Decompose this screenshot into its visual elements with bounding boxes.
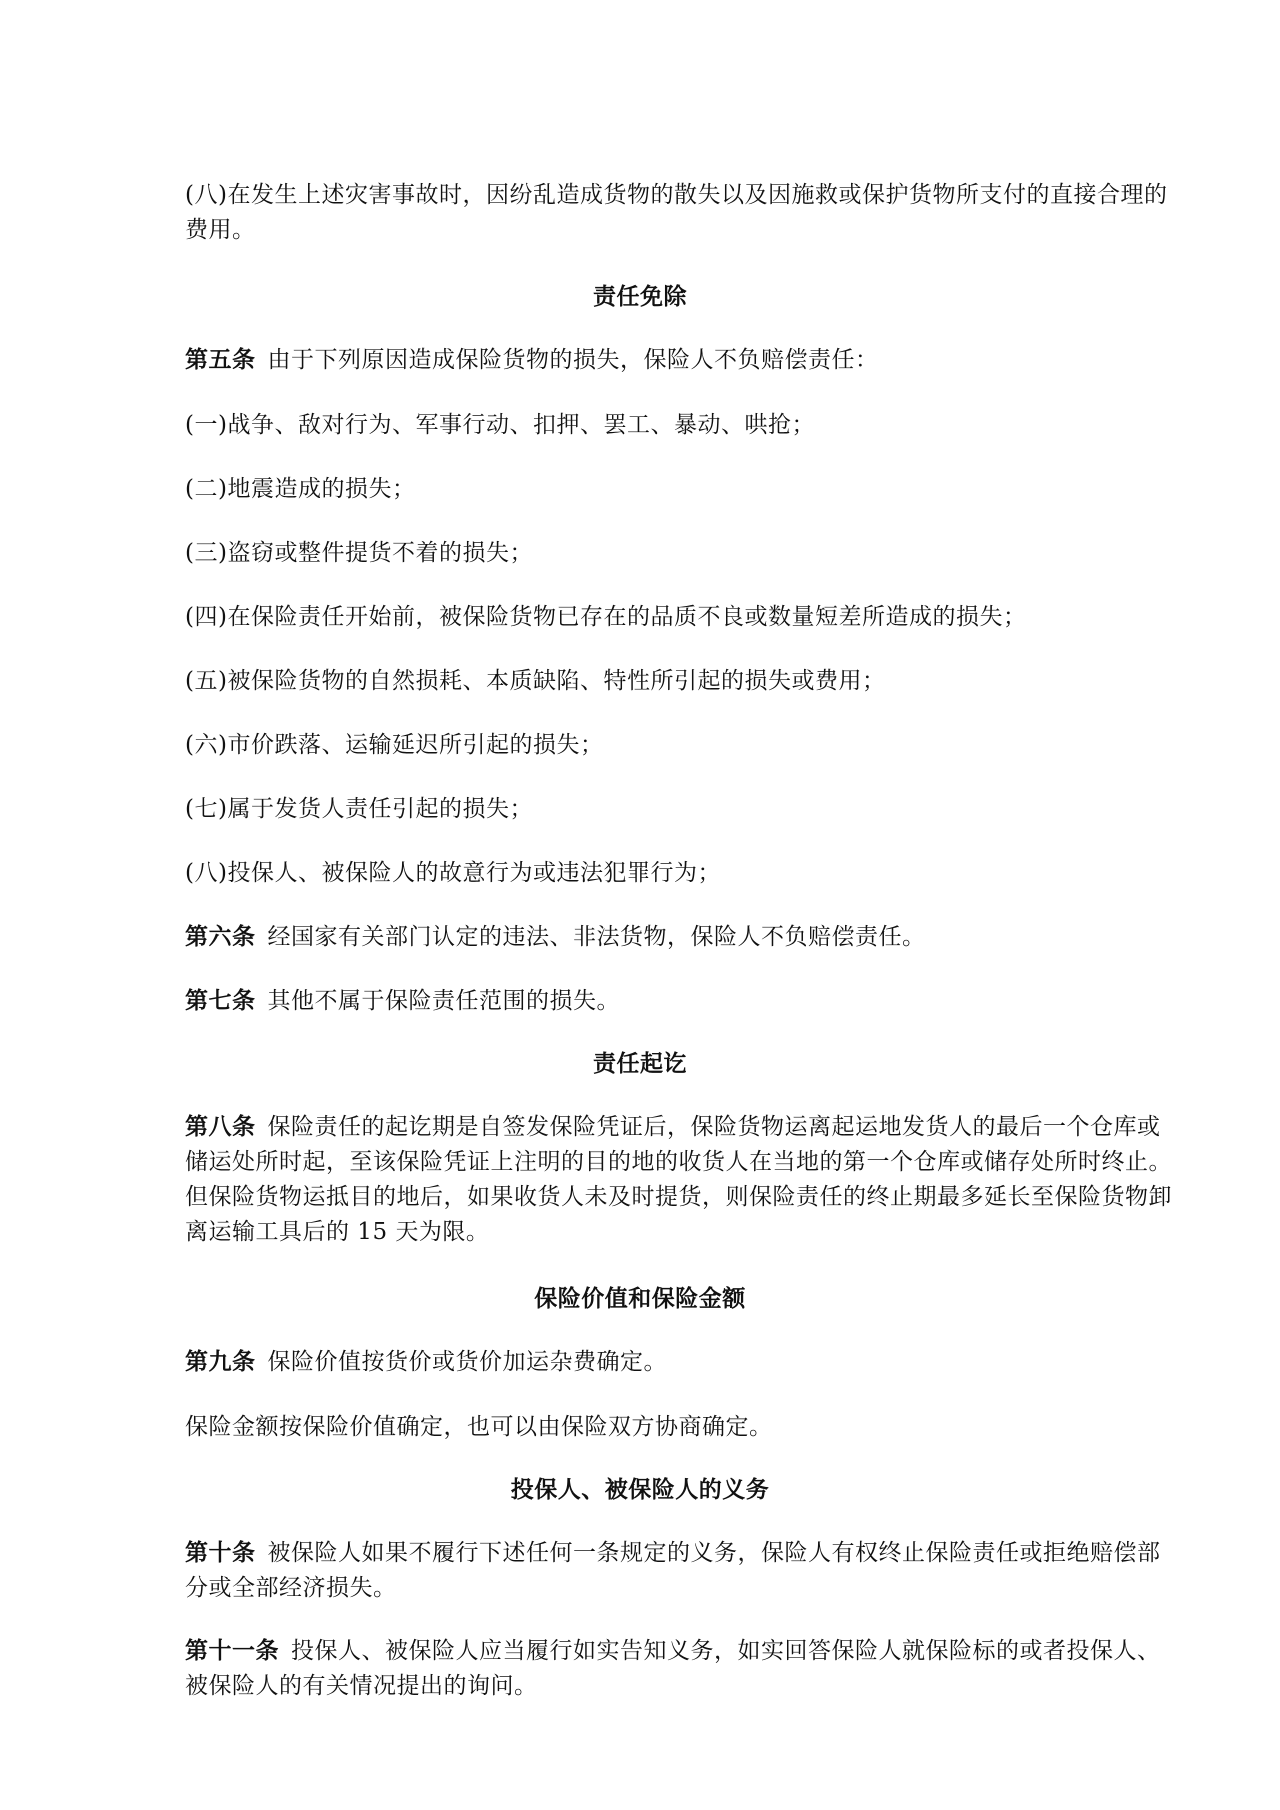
article-8-text: 保险责任的起讫期是自签发保险凭证后，保险货物运离起运地发货人的最后一个仓库或储运处所时起，至该保险凭证上注明的目的地的收货人在当地的第一个仓库或储存处所时终止。但保险货物运抵目的地后，如果收货人未及时提货，则保险责任的终止期最多延长至保险货物卸离运输工具后的 15 天为限。	[185, 1114, 1172, 1245]
heading-duties: 投保人、被保险人的义务	[510, 1477, 770, 1503]
exemption-item-4: (四)在保险责任开始前，被保险货物已存在的品质不良或数量短差所造成的损失；	[185, 604, 1027, 630]
exemption-item-3: (三)盗窃或整件提货不着的损失；	[185, 540, 533, 566]
insured-amount-paragraph: 保险金额按保险价值确定，也可以由保险双方协商确定。	[185, 1414, 773, 1440]
article-5	[185, 343, 1175, 378]
article-6-label: 第六条	[185, 924, 256, 950]
article-8	[185, 1110, 1175, 1250]
article-9	[185, 1345, 1175, 1380]
article-9-label: 第九条	[185, 1349, 256, 1375]
exemption-item-6: (六)市价跌落、运输延迟所引起的损失；	[185, 732, 604, 758]
heading-exemption: 责任免除	[593, 284, 687, 310]
article-5-text: 由于下列原因造成保险货物的损失，保险人不负赔偿责任：	[267, 347, 879, 373]
article-10	[185, 1536, 1175, 1606]
article-8-label: 第八条	[185, 1114, 256, 1140]
intro-item-8: (八)在发生上述灾害事故时，因纷乱造成货物的散失以及因施救或保护货物所支付的直接合理的费用。	[185, 182, 1168, 243]
heading-period: 责任起讫	[593, 1051, 687, 1077]
article-7-label: 第七条	[185, 988, 256, 1014]
exemption-item-5: (五)被保险货物的自然损耗、本质缺陷、特性所引起的损失或费用；	[185, 668, 886, 694]
article-5-label: 第五条	[185, 347, 256, 373]
article-9-text: 保险价值按货价或货价加运杂费确定。	[267, 1349, 667, 1375]
article-10-text: 被保险人如果不履行下述任何一条规定的义务，保险人有权终止保险责任或拒绝赔偿部分或全部经济损失。	[185, 1540, 1161, 1601]
article-11	[185, 1634, 1175, 1704]
article-6-text: 经国家有关部门认定的违法、非法货物，保险人不负赔偿责任。	[267, 924, 926, 950]
article-7	[185, 984, 1175, 1019]
article-11-label: 第十一条	[185, 1638, 279, 1664]
heading-value: 保险价值和保险金额	[534, 1286, 746, 1312]
article-7-text: 其他不属于保险责任范围的损失。	[267, 988, 620, 1014]
article-11-text: 投保人、被保险人应当履行如实告知义务，如实回答保险人就保险标的或者投保人、被保险人的有关情况提出的询问。	[185, 1638, 1161, 1699]
exemption-item-8: (八)投保人、被保险人的故意行为或违法犯罪行为；	[185, 860, 721, 886]
exemption-item-2: (二)地震造成的损失；	[185, 476, 416, 502]
article-10-label: 第十条	[185, 1540, 256, 1566]
exemption-item-7: (七)属于发货人责任引起的损失；	[185, 796, 533, 822]
article-6	[185, 920, 1175, 955]
exemption-item-1: (一)战争、敌对行为、军事行动、扣押、罢工、暴动、哄抢；	[185, 412, 815, 438]
